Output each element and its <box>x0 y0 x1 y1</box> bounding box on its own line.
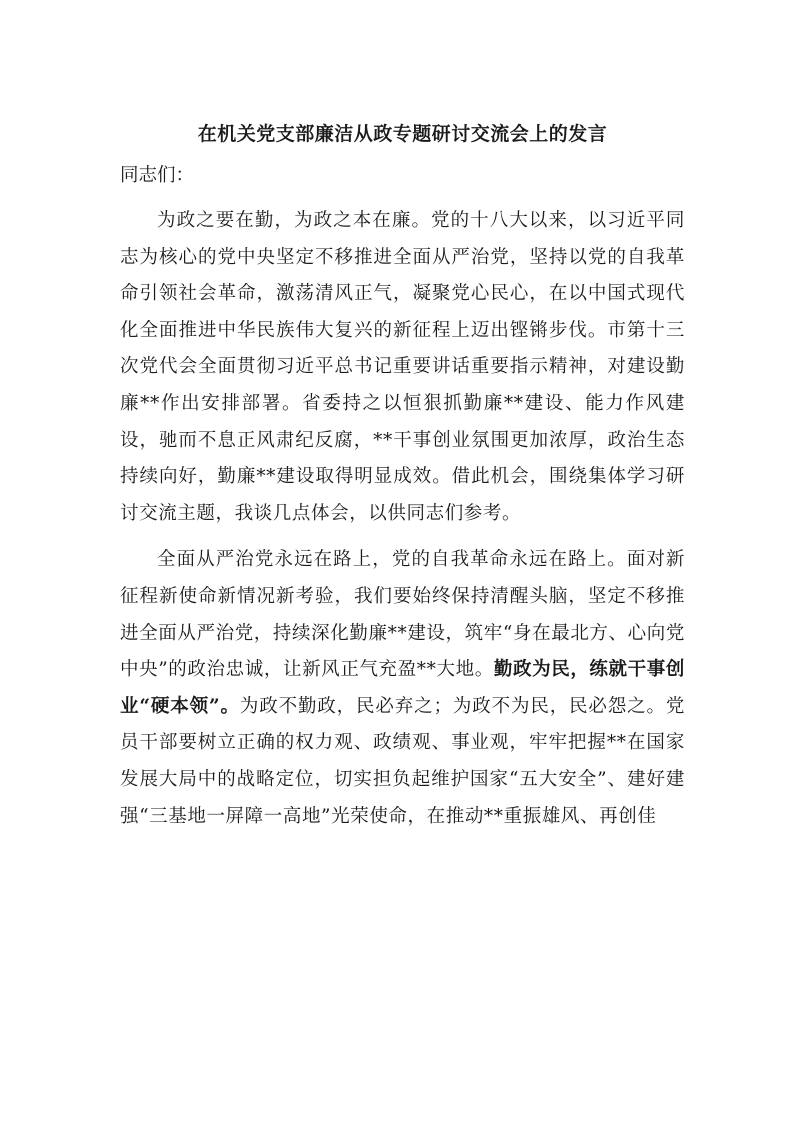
document-title: 在机关党支部廉洁从政专题研讨交流会上的发言 <box>197 123 608 145</box>
paragraph-1: 为政之要在勤，为政之本在廉。党的十八大以来，以习近平同志为核心的党中央坚定不移推进全面从严治党，坚持以党的自我革命引领社会革命，激荡清风正气，凝聚党心民心，在以中国式现代化全面推进中华民族伟大复兴的新征程上迈出铿锵步伐。市第十三次党代会全面贯彻习近平总书记重要讲话重要指示精神，对建设勤廉**作出安排部署。省委持之以恒狠抓勤廉**建设、能力作风建设，驰而不息正风肃纪反腐，**干事创业氛围更加浓厚，政治生态持续向好，勤廉**建设取得明显成效。借此机会，围绕集体学习研讨交流主题，我谈几点体会，以供同志们参考。 <box>120 210 685 524</box>
document-page <box>120 118 685 845</box>
paragraph-2 <box>120 542 685 835</box>
paragraph-2-lead: 全面从严治党永远在路上，党的自我革命永远在路上。面对新征程新使命新情况新考验，我们要始终保持清醒头脑，坚定不移推进全面从严治党，持续深化勤廉**建设，筑牢“身在最北方、心向党中央”的政治忠诚，让新风正气充盈**大地。 <box>120 549 685 681</box>
paragraph-2-bold-heading: 勤政为民，练就干事创业“硬本领”。 <box>120 659 685 717</box>
salutation: 同志们： <box>120 165 195 186</box>
paragraph-2-rest: 为政不勤政，民必弃之；为政不为民，民必怨之。党员干部要树立正确的权力观、政绩观、事业观，牢牢把握**在国家发展大局中的战略定位，切实担负起维护国家“五大安全”、建好建强“三基地一屏障一高地”光荣使命，在推动**重振雄风、再创佳 <box>120 695 685 827</box>
